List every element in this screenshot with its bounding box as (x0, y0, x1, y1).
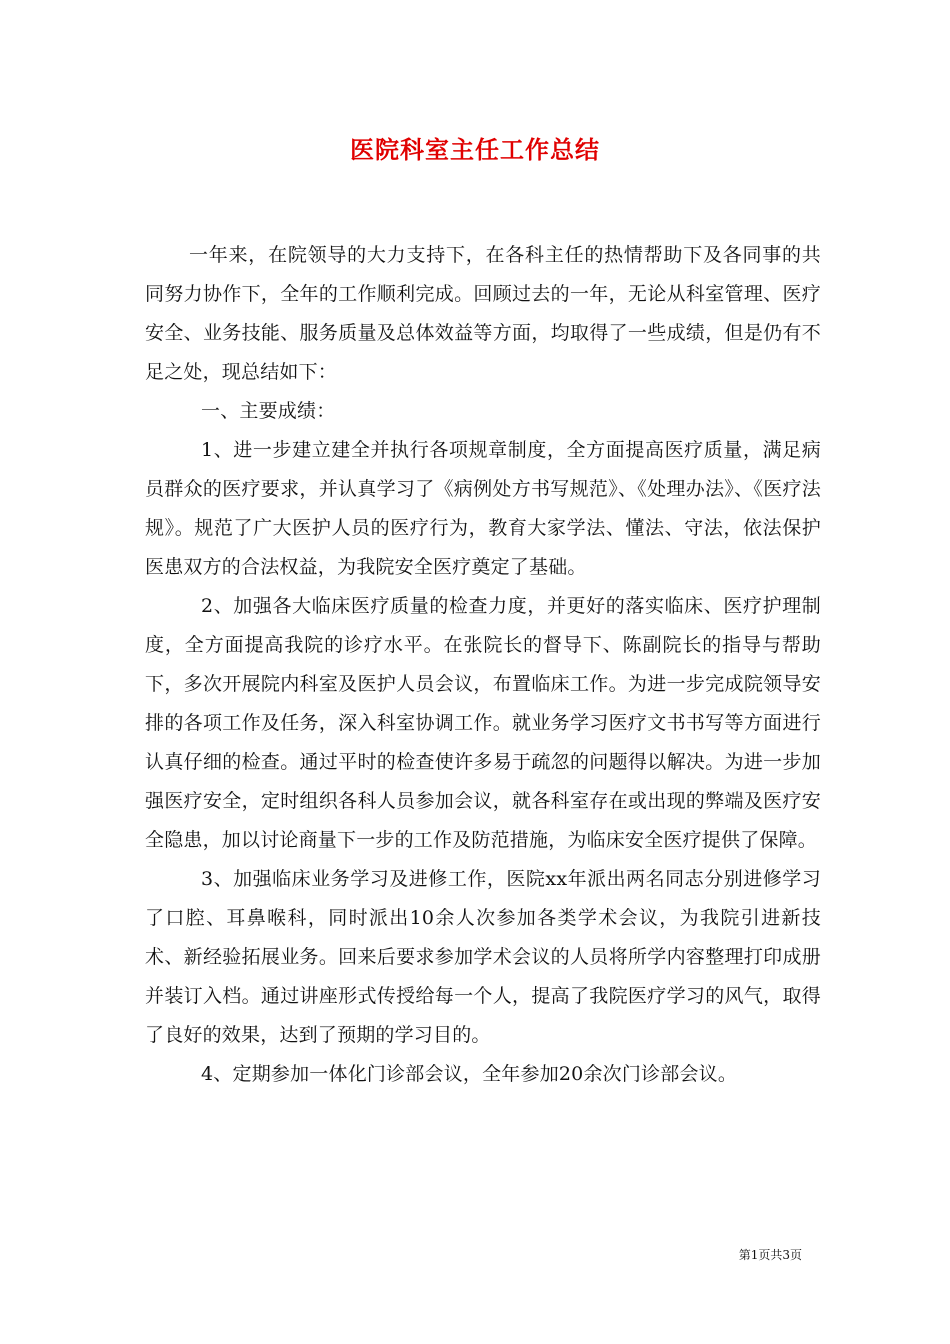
section-heading: 一、主要成绩： (201, 400, 336, 422)
item-paragraph-2: 2、加强各大临床医疗质量的检查力度，并更好的落实临床、医疗护理制度，全方面提高我院的诊疗水平。在张院长的督导下、陈副院长的指导与帮助下，多次开展院内科室及医护人员会议，布置临床工作。为进一步完成院领导安排的各项工作及任务，深入科室协调工作。就业务学习医疗文书书写等方面进行认真仔细的检查。通过平时的检查使许多易于疏忽的问题得以解决。为进一步加强医疗安全，定时组织各科人员参加会议，就各科室存在或出现的弊端及医疗安全隐患，加以讨论商量下一步的工作及防范措施，为临床安全医疗提供了保障。 (145, 595, 821, 851)
document-title: 医院科室主任工作总结 (350, 135, 600, 164)
item-paragraph-1: 1、进一步建立建全并执行各项规章制度，全方面提高医疗质量，满足病员群众的医疗要求，并认真学习了《病例处方书写规范》、《处理办法》、《医疗法规》。规范了广大医护人员的医疗行为，教育大家学法、懂法、守法，依法保护医患双方的合法权益，为我院安全医疗奠定了基础。 (145, 439, 821, 578)
item-paragraph-3: 3、加强临床业务学习及进修工作，医院xx年派出两名同志分别进修学习了口腔、耳鼻喉科，同时派出10余人次参加各类学术会议，为我院引进新技术、新经验拓展业务。回来后要求参加学术会议的人员将所学内容整理打印成册并装订入档。通过讲座形式传授给每一个人，提高了我院医疗学习的风气，取得了良好的效果，达到了预期的学习目的。 (145, 868, 821, 1046)
item-paragraph-4: 4、定期参加一体化门诊部会议，全年参加20余次门诊部会议。 (201, 1063, 738, 1085)
page-number: 第1页共3页 (738, 1248, 802, 1262)
document-body (145, 236, 821, 1094)
intro-paragraph: 一年来，在院领导的大力支持下，在各科主任的热情帮助下及各同事的共同努力协作下，全年的工作顺利完成。回顾过去的一年，无论从科室管理、医疗安全、业务技能、服务质量及总体效益等方面，均取得了一些成绩，但是仍有不足之处，现总结如下： (145, 244, 821, 383)
